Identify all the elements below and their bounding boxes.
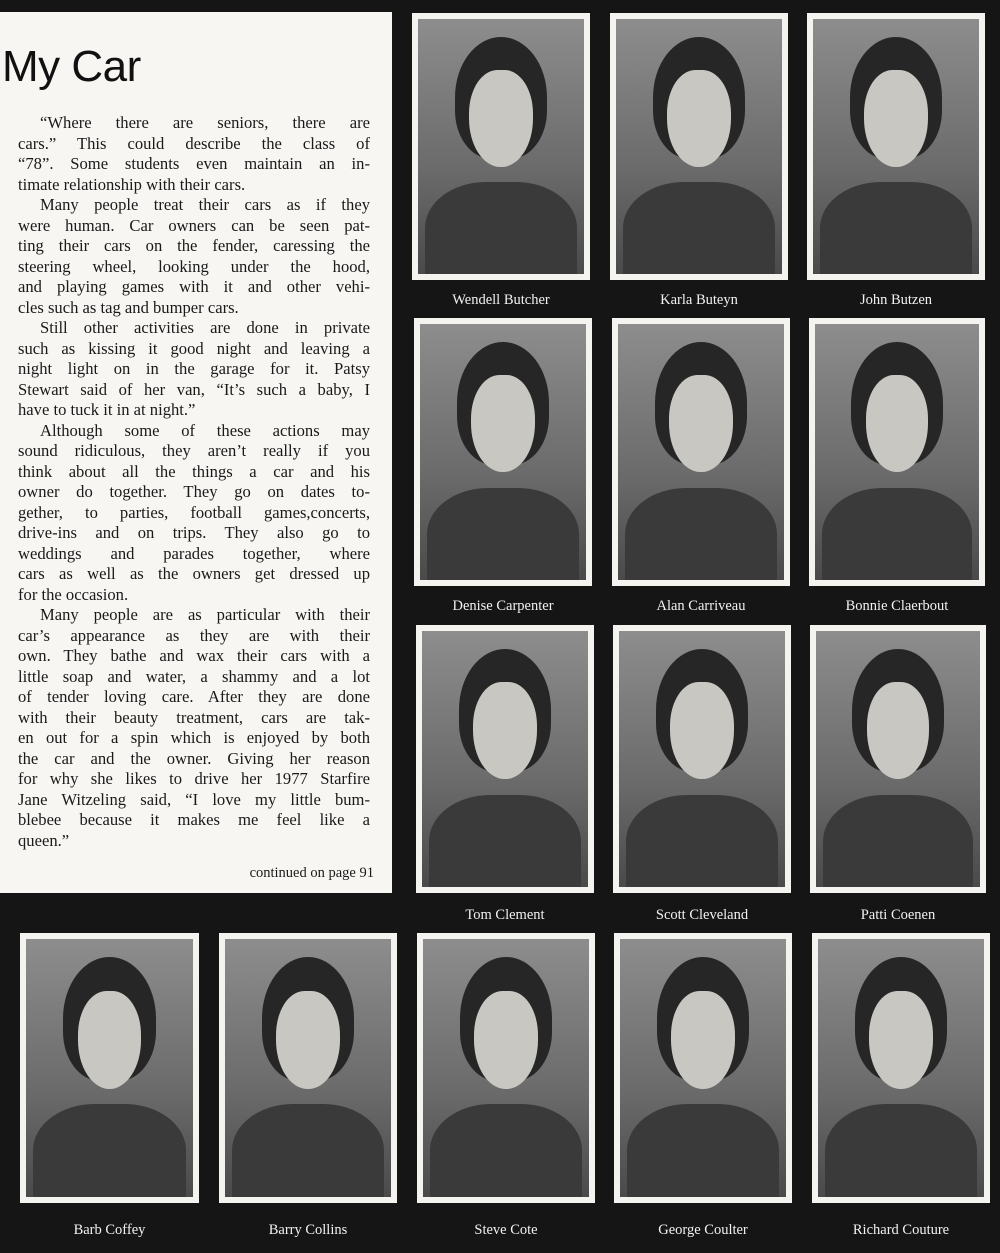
portrait-photo [809, 318, 985, 586]
portrait-image [26, 939, 193, 1197]
article-line: weddings and parades together, where [18, 543, 370, 563]
portrait-caption: Karla Buteyn [660, 292, 738, 308]
article-line: Still other activities are done in private [40, 318, 370, 337]
portrait-caption: Barry Collins [268, 1222, 348, 1238]
article-line: Stewart said of her van, “It’s such a baby, I [18, 379, 370, 399]
portrait-caption: Denise Carpenter [452, 598, 554, 614]
shoulders-shape [623, 182, 776, 274]
article-line: car’s appearance as they are with their [18, 625, 370, 645]
face-shape [671, 991, 734, 1089]
article-line: were human. Car owners can be seen pat- [18, 215, 370, 235]
portrait-photo [612, 318, 790, 586]
article-line: “78”. Some students even maintain an in- [18, 154, 370, 173]
article-line: sound ridiculous, they aren’t really if you [18, 441, 370, 460]
face-shape [866, 375, 928, 472]
portrait-image [418, 19, 584, 274]
face-shape [867, 682, 929, 779]
shoulders-shape [822, 488, 973, 580]
portrait-image [420, 324, 586, 580]
portrait-caption: John Butzen [859, 292, 933, 308]
portrait-caption: George Coulter [658, 1222, 748, 1238]
article-line: drive-ins and on trips. They also go to [18, 523, 370, 542]
portrait-caption: Scott Cleveland [655, 907, 749, 923]
face-shape [78, 991, 141, 1089]
portrait-caption: Steve Cote [474, 1222, 538, 1238]
shoulders-shape [425, 182, 578, 274]
article-line: for the occasion. [18, 584, 129, 604]
face-shape [474, 991, 537, 1089]
portrait-image [816, 631, 980, 887]
article-line: little soap and water, a shammy and a lot [18, 666, 370, 686]
article-line: Many people treat their cars as if they [40, 195, 370, 214]
article-line: night light on in the garage for it. Patsy [18, 359, 370, 378]
shoulders-shape [825, 1104, 978, 1197]
shoulders-shape [627, 1104, 780, 1197]
portrait-image [616, 19, 782, 274]
article-line: blebee because it makes me feel like a [18, 810, 370, 829]
article-line: cars as well as the owners get dressed up [18, 564, 370, 583]
face-shape [670, 682, 733, 779]
portrait-photo [807, 13, 985, 280]
shoulders-shape [427, 488, 580, 580]
article-title: My Car [2, 42, 141, 91]
portrait-photo [20, 933, 199, 1203]
article-line: for why she likes to drive her 1977 Starfire [18, 769, 370, 788]
article-line: queen.” [18, 830, 70, 850]
portrait-photo [417, 933, 595, 1203]
article-line: have to tuck it in at night.” [18, 400, 196, 419]
article-line: with their beauty treatment, cars are tak- [18, 707, 370, 727]
portrait-caption: Bonnie Claerbout [845, 598, 949, 614]
portrait-image [818, 939, 984, 1197]
face-shape [864, 70, 927, 167]
portrait-image [619, 631, 785, 887]
portrait-image [422, 631, 588, 887]
portrait-caption: Barb Coffey [73, 1222, 146, 1238]
article-line: cars.” This could describe the class of [18, 133, 370, 153]
article-line: Many people are as particular with their [40, 605, 370, 624]
portrait-photo [610, 13, 788, 280]
portrait-caption: Richard Couture [852, 1222, 950, 1238]
article-line: gether, to parties, football games,concerts, [18, 502, 370, 522]
portrait-image [225, 939, 391, 1197]
portrait-photo [416, 625, 594, 893]
article-line: of tender loving care. After they are done [18, 687, 370, 706]
portrait-image [423, 939, 589, 1197]
article-line: think about all the things a car and his [18, 461, 370, 481]
face-shape [669, 375, 732, 472]
portrait-image [815, 324, 979, 580]
portrait-photo [414, 318, 592, 586]
portrait-image [813, 19, 979, 274]
continued-note: continued on page 91 [249, 865, 374, 881]
article-line: own. They bathe and wax their cars with a [18, 646, 370, 665]
article-line: and playing games with it and other vehi- [18, 277, 370, 296]
face-shape [471, 375, 534, 472]
shoulders-shape [625, 488, 778, 580]
shoulders-shape [429, 795, 582, 887]
article-line: the car and the owner. Giving her reason [18, 748, 370, 768]
portrait-image [618, 324, 784, 580]
article-line: cles such as tag and bumper cars. [18, 297, 239, 317]
portrait-photo [810, 625, 986, 893]
article-line: Although some of these actions may [40, 420, 370, 440]
face-shape [869, 991, 932, 1089]
face-shape [473, 682, 536, 779]
portrait-image [620, 939, 786, 1197]
article-line: such as kissing it good night and leaving a [18, 338, 370, 358]
article-line: ting their cars on the fender, caressing the [18, 236, 370, 255]
face-shape [469, 70, 532, 167]
shoulders-shape [232, 1104, 385, 1197]
portrait-photo [614, 933, 792, 1203]
article-body [18, 113, 370, 851]
portrait-caption: Patti Coenen [860, 907, 936, 923]
portrait-photo [812, 933, 990, 1203]
portrait-photo [412, 13, 590, 280]
article-line: “Where there are seniors, there are [40, 113, 370, 132]
shoulders-shape [823, 795, 974, 887]
article-line: timate relationship with their cars. [18, 174, 246, 194]
portrait-caption: Alan Carriveau [656, 598, 746, 614]
shoulders-shape [626, 795, 779, 887]
face-shape [667, 70, 730, 167]
article-line: Jane Witzeling said, “I love my little bum- [18, 789, 370, 809]
portrait-caption: Tom Clement [465, 907, 545, 923]
article-line: steering wheel, looking under the hood, [18, 256, 370, 276]
portrait-photo [613, 625, 791, 893]
article-panel [0, 12, 392, 893]
portrait-photo [219, 933, 397, 1203]
face-shape [276, 991, 339, 1089]
article-line: owner do together. They go on dates to- [18, 482, 370, 501]
shoulders-shape [820, 182, 973, 274]
portrait-caption: Wendell Butcher [452, 292, 550, 308]
shoulders-shape [33, 1104, 187, 1197]
shoulders-shape [430, 1104, 583, 1197]
article-line: en out for a spin which is enjoyed by both [18, 728, 370, 747]
